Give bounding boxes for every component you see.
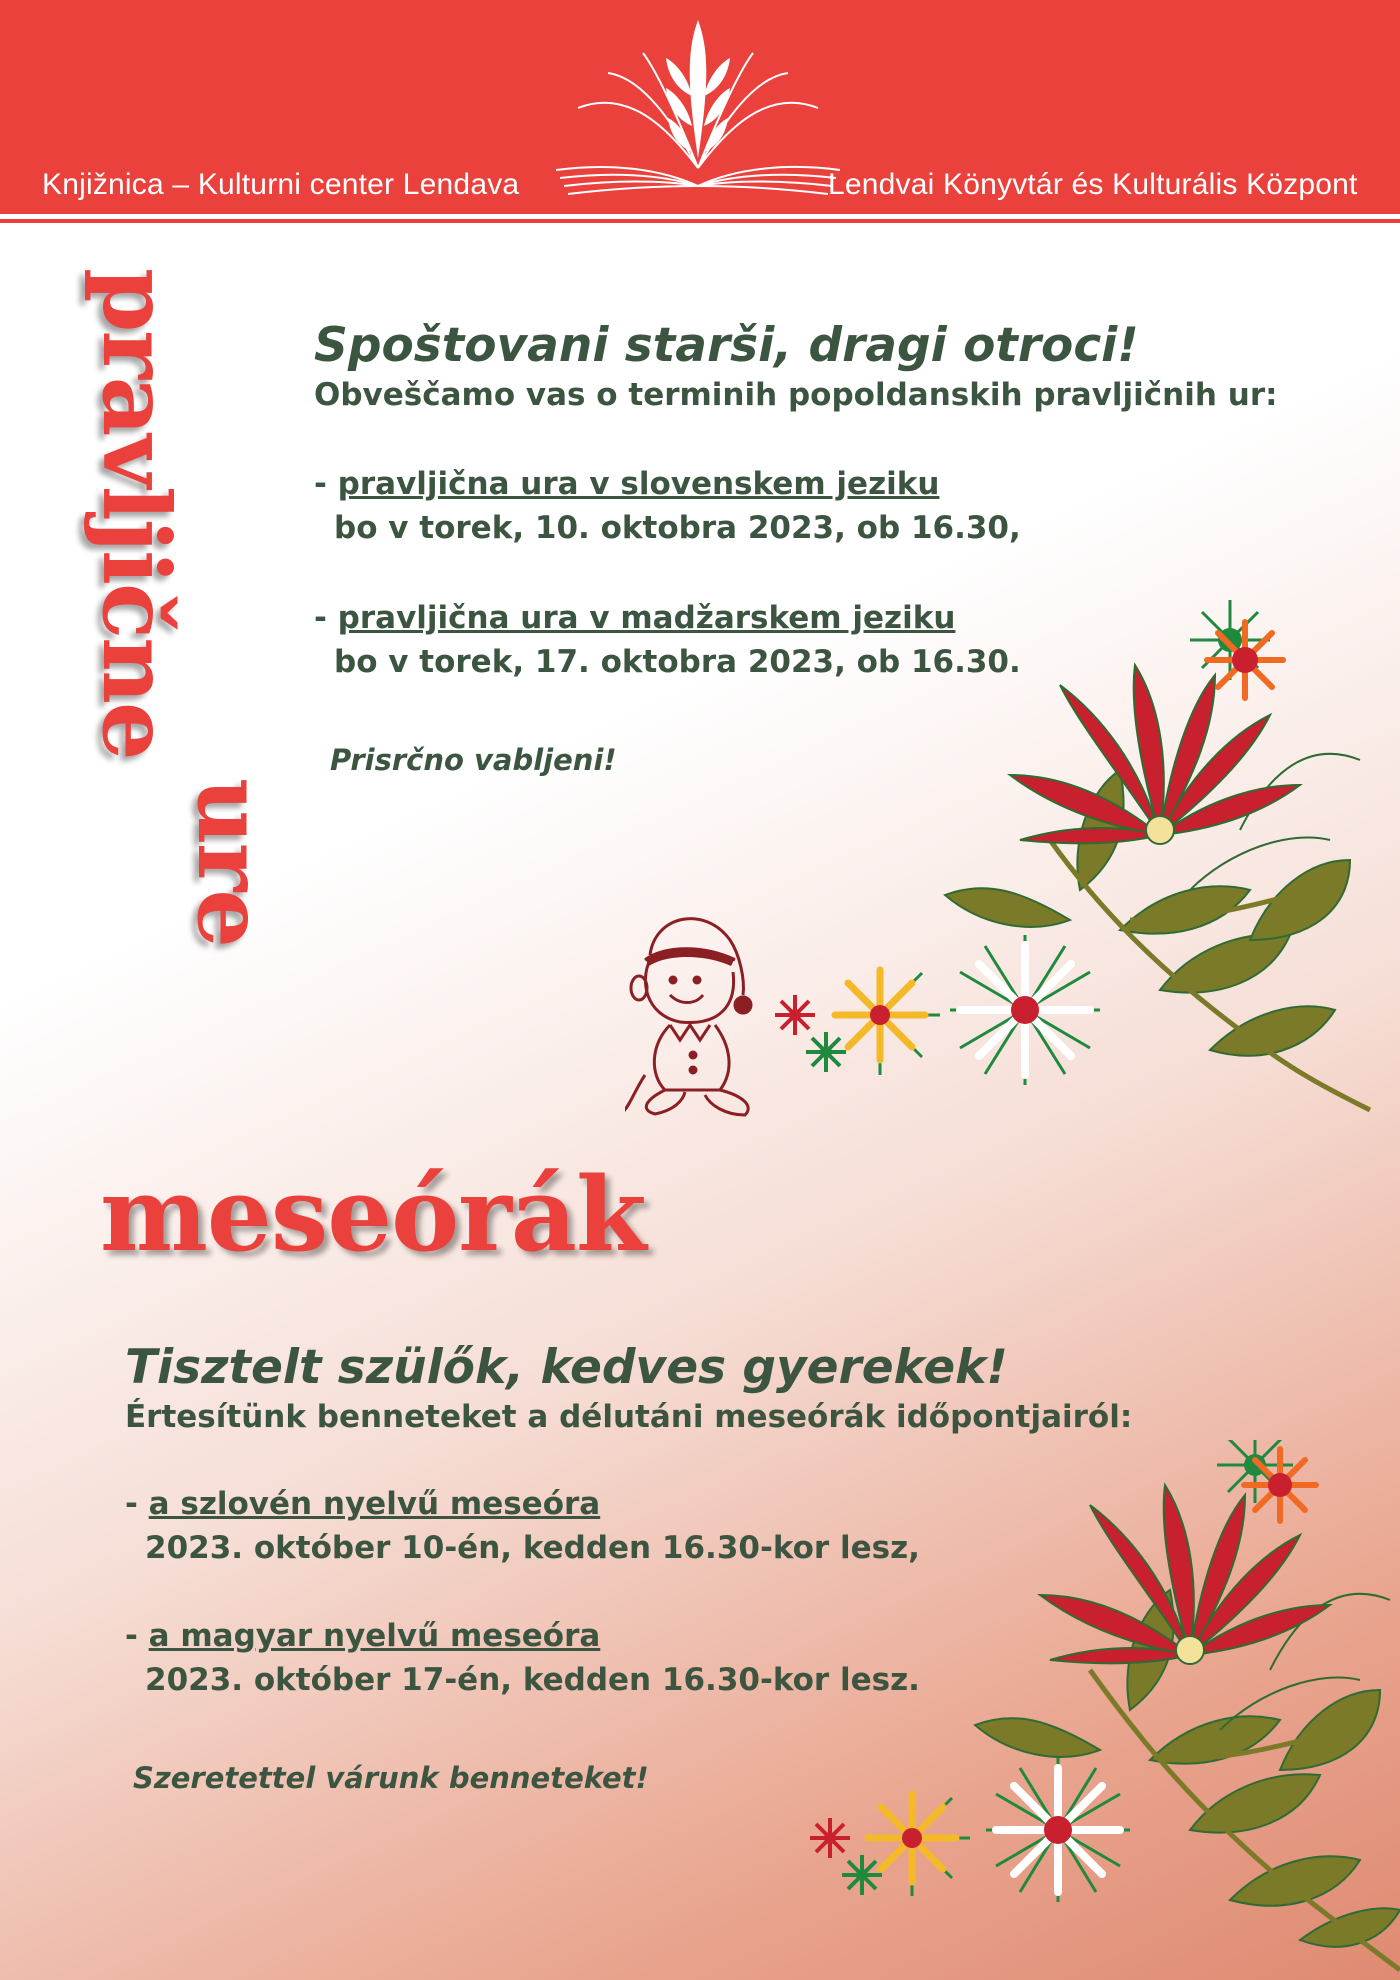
header-band xyxy=(0,0,1400,214)
hungarian-title: meseórák xyxy=(100,1155,646,1275)
book-logo-icon xyxy=(548,18,848,203)
slovenian-item-1-detail: bo v torek, 10. oktobra 2023, ob 16.30, xyxy=(334,510,1021,546)
slovenian-item-2-label: pravljična ura v madžarskem jeziku xyxy=(337,600,956,636)
hungarian-item-1-detail: 2023. október 10-én, kedden 16.30-kor lesz, xyxy=(145,1530,920,1566)
hungarian-item-2-detail: 2023. október 17-én, kedden 16.30-kor lesz. xyxy=(145,1662,920,1698)
library-name-slovenian: Knjižnica – Kulturni center Lendava xyxy=(42,168,520,201)
flower-decoration-icon xyxy=(770,590,1400,1130)
flower-decoration-icon xyxy=(800,1440,1400,1980)
elf-illustration xyxy=(625,900,765,1125)
vertical-title-line2: ure xyxy=(177,778,285,946)
library-name-hungarian: Lendvai Könyvtár és Kulturális Központ xyxy=(828,168,1358,201)
slovenian-closing: Prisrčno vabljeni! xyxy=(330,743,617,777)
header-divider xyxy=(0,219,1400,223)
list-item: - a magyar nyelvű meseóra xyxy=(125,1618,601,1654)
hungarian-item-2-label: a magyar nyelvű meseóra xyxy=(148,1618,601,1654)
list-item: - pravljična ura v madžarskem jeziku xyxy=(314,600,956,636)
slovenian-greeting: Spoštovani starši, dragi otroci! xyxy=(314,318,1139,373)
list-item: - pravljična ura v slovenskem jeziku xyxy=(314,466,940,502)
slovenian-item-1-label: pravljična ura v slovenskem jeziku xyxy=(337,466,940,502)
vertical-title-line1: pravljične xyxy=(82,268,190,759)
hungarian-closing: Szeretettel várunk benneteket! xyxy=(133,1761,649,1795)
hungarian-greeting: Tisztelt szülők, kedves gyerekek! xyxy=(125,1340,1008,1395)
slovenian-item-2-detail: bo v torek, 17. oktobra 2023, ob 16.30. xyxy=(334,644,1021,680)
hungarian-item-1-label: a szlovén nyelvű meseóra xyxy=(148,1486,601,1522)
list-item: - a szlovén nyelvű meseóra xyxy=(125,1486,601,1522)
hungarian-intro: Értesítünk benneteket a délutáni meseórák időpontjairól: xyxy=(125,1399,1133,1435)
slovenian-intro: Obveščamo vas o terminih popoldanskih pravljičnih ur: xyxy=(314,377,1278,413)
